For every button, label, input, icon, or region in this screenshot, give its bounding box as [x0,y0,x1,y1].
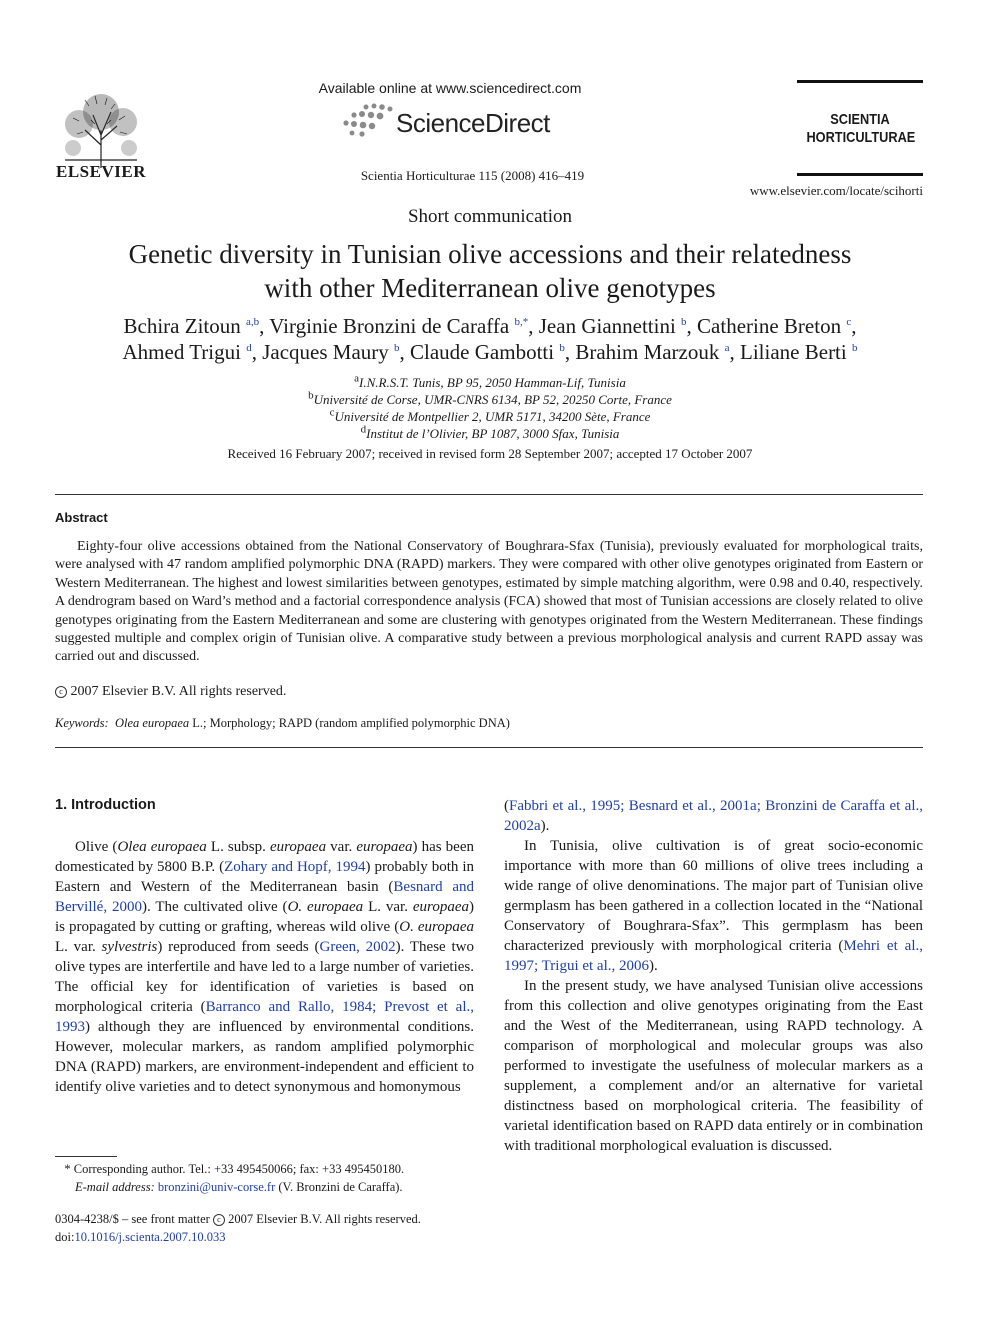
text-run: ) probably both in Eastern and Western of the Mediterranean basin ( [55,859,474,895]
journal-title-line2: HORTICULTURAE [806,129,916,146]
doi-line [55,1228,474,1246]
text-run: ). [540,818,550,834]
keywords-rest: L.; Morphology; RAPD (random amplified polymorphic DNA) [189,716,510,730]
author-affiliation-mark[interactable]: d [246,342,252,354]
citation-link[interactable]: Mehri et al., 1997; Trigui et al., 2006 [504,938,923,974]
publisher-name: ELSEVIER [56,162,146,181]
italic-term: europaea [269,839,327,855]
article-title [60,237,920,305]
author-name: Liliane Berti [740,340,852,364]
citation-link[interactable]: Green, 2002 [319,939,396,955]
affiliation-item [200,408,780,425]
author-separator: , [251,340,263,364]
title-line1: Genetic diversity in Tunisian olive accessions and their relatedness [128,239,852,269]
italic-term: europaea [356,839,413,855]
author-list [60,313,920,365]
journal-citation: Scientia Horticulturae 115 (2008) 416–419 [360,168,585,183]
title-line2: with other Mediterranean olive genotypes [264,273,716,303]
keywords [55,716,510,731]
journal-rule-bottom [797,173,923,176]
affiliation-item [200,425,780,442]
corresponding-text: Corresponding author. Tel.: +33 495450066; fax: +33 495450180. [73,1162,405,1176]
journal-url[interactable]: www.elsevier.com/locate/scihorti [749,183,923,198]
author-separator: , [686,314,698,338]
abstract-heading: Abstract [55,510,108,525]
affiliation-mark: c [329,406,335,419]
author-separator: , [259,314,270,338]
author-separator: , [399,340,411,364]
affiliation-text: Institut de l’Olivier, BP 1087, 3000 Sfax, Tunisia [366,426,620,441]
affiliation-text: Université de Corse, UMR-CNRS 6134, BP 52, 20250 Corte, France [313,392,672,407]
citation-link[interactable]: Zohary and Hopf, 1994 [224,859,366,875]
citation-link[interactable]: Besnard and Bervillé, 2000 [55,879,474,915]
author-separator: , [729,340,741,364]
footnote-rule [55,1156,117,1157]
copyright-icon: c [213,1214,225,1226]
text-run: L. var. [55,939,102,955]
copyright-icon: c [55,686,67,698]
text-run: var. [326,839,357,855]
author-affiliation-mark[interactable]: c [846,316,852,328]
text-run: ). [649,958,658,974]
corresponding-author: * Corresponding author. Tel.: +33 495450066; fax: +33 495450180. [55,1162,405,1176]
author-name: Bchira Zitoun [123,314,246,338]
text-run: ) although they are influenced by environmental conditions. However, molecular markers, as random amplified polymorphic DNA (RAPD) markers, are environment-independent and efficient to identify olive varieties and to detect synonymous and homonymous [55,1019,474,1095]
citation-link[interactable]: Fabbri et al., 1995; Besnard et al., 2001a; Bronzini de Caraffa et al., 2002a [504,798,923,834]
keywords-species: Olea europaea [114,716,190,730]
email-owner: (V. Bronzini de Caraffa). [275,1180,403,1194]
author-separator: , [851,314,857,338]
author-affiliation-mark[interactable]: b [394,342,400,354]
abstract-copyright [55,684,286,700]
right-column [504,796,923,1156]
italic-term: O. europaea [287,899,364,915]
author-name: Jacques Maury [262,340,395,364]
text-run: L. var. [363,899,413,915]
doi-label: doi: [55,1230,75,1244]
italic-term: Olea europaea [117,839,207,855]
author-separator: , [564,340,576,364]
text-run: ). These two olive types are interfertile and have led to a large number of varieties. The official key for identification of varieties is based on morphological criteria ( [55,939,474,1015]
keywords-label: Keywords: [55,716,109,730]
affiliation-mark: d [360,423,367,436]
affiliation-text: I.N.R.S.T. Tunis, BP 95, 2050 Hamman-Lif, Tunisia [359,375,626,390]
affiliation-item [200,374,780,391]
author-name: Ahmed Trigui [122,340,247,364]
author-affiliation-mark[interactable]: a,b [246,316,260,328]
sciencedirect-dots-icon [340,103,396,139]
intro-paragraph-1 [55,837,474,1097]
author-name: Catherine Breton [697,314,847,338]
author-affiliation-mark[interactable]: b [681,316,687,328]
issn-block [55,1210,474,1246]
author-separator: , [528,314,539,338]
affiliation-text: Université de Montpellier 2, UMR 5171, 34200 Sète, France [334,409,651,424]
intro-paragraph-1-continued [504,796,923,836]
author-name: Virginie Bronzini de Caraffa [269,314,515,338]
author-name: Brahim Marzouk [575,340,725,364]
citation-link[interactable]: Barranco and Rallo, 1984; Prevost et al., 1993 [55,999,474,1035]
received-dates: Received 16 February 2007; received in revised form 28 September 2007; accepted 17 October 2007 [227,446,753,461]
divider-top [55,494,923,495]
affiliation-mark: b [308,389,314,402]
footnote [55,1160,474,1196]
text-run: L. subsp. [206,839,270,855]
italic-term: O. europaea [399,919,474,935]
available-online[interactable]: Available online at www.sciencedirect.com [318,80,582,96]
author-affiliation-mark[interactable]: b [559,342,565,354]
author-affiliation-mark[interactable]: a [724,342,730,354]
issn-line [55,1210,474,1228]
email-label: E-mail address: [75,1180,155,1194]
affiliation-list [200,374,780,442]
author-name: Claude Gambotti [410,340,560,364]
text-run: ) reproduced from seeds ( [157,939,320,955]
copyright-text: 2007 Elsevier B.V. All rights reserved. [70,684,287,699]
abstract-body: Eighty-four olive accessions obtained from the National Conservatory of Boughrara-Sfax (Tunisia), previously evaluated for morphological traits, were analysed with 47 random amplified polymorphic DNA (RAPD) markers. They were compared with other olive genotypes originated from Eastern or Western Mediterranean. The highest and lowest similarities between genotypes, estimated by simple matching algorithm, were 0.98 and 0.40, respectively. A dendrogram based on Ward’s method and a factorial correspondence analysis (FCA) showed that most of Tunisian accessions are closely related to olive genotypes originating from the Eastern Mediterranean and some are clustering with genotypes originated from the Western Mediterranean. These findings suggested multiple and complex origin of Tunisian olive. A comparative study between a previous morphological analysis and current RAPD assay was carried out and discussed. [55,539,923,665]
intro-paragraph-3: In the present study, we have analysed Tunisian olive accessions from this collection and olive genotypes originating from the East and the West of the Mediterranean, using RAPD technology. A comparison of morphological and molecular groups was also performed to investigate the usefulness of molecular markers as a supplement, a complement and/or an alternative for varietal distinctness based on morphological criteria. The feasibility of varietal identification based on RAPD data entirely or in combination with traditional morphological evaluation is discussed. [504,978,923,1154]
sciencedirect-wordmark[interactable]: ScienceDirect [396,108,550,138]
author-name: Jean Giannettini [538,314,682,338]
issn-text: 0304-4238/$ – see front matter [55,1212,210,1226]
italic-term: sylvestris [101,939,158,955]
text-run: In Tunisia, olive cultivation is of great socio-economic importance with more than 60 millions of olive trees including a wide range of olive denominations. The major part of Tunisian olive germplasm has been gathered in a collection located in the “National Conservatory of Boughrara-Sfax”. This germplasm has been characterized previously with morphological criteria ( [504,838,923,954]
journal-rule-top [797,80,923,83]
affiliation-item [200,391,780,408]
text-run: ( [504,798,509,814]
journal-title [806,111,916,147]
left-column [55,837,474,1097]
text-run: ) has been domesticated by 5800 B.P. ( [55,839,475,875]
affiliation-mark: a [354,372,360,385]
section-heading-introduction: 1. Introduction [55,797,156,813]
email-line [55,1178,474,1196]
italic-term: europaea [412,899,469,915]
text-run: ). The cultivated olive ( [141,899,288,915]
divider-bottom [55,747,923,748]
intro-paragraph-2 [504,836,923,976]
article-type: Short communication [407,206,573,227]
text-run: Olive ( [75,839,118,855]
author-affiliation-mark[interactable]: b,* [514,316,529,328]
author-affiliation-mark[interactable]: b [851,342,858,354]
email-link[interactable]: bronzini@univ-corse.fr [157,1180,276,1194]
issn-copyright: 2007 Elsevier B.V. All rights reserved. [228,1212,421,1226]
journal-title-line1: SCIENTIA [830,111,890,128]
doi-link[interactable]: 10.1016/j.scienta.2007.10.033 [74,1230,226,1244]
text-run: ) is propagated by cutting or grafting, whereas wild olive ( [55,899,474,935]
